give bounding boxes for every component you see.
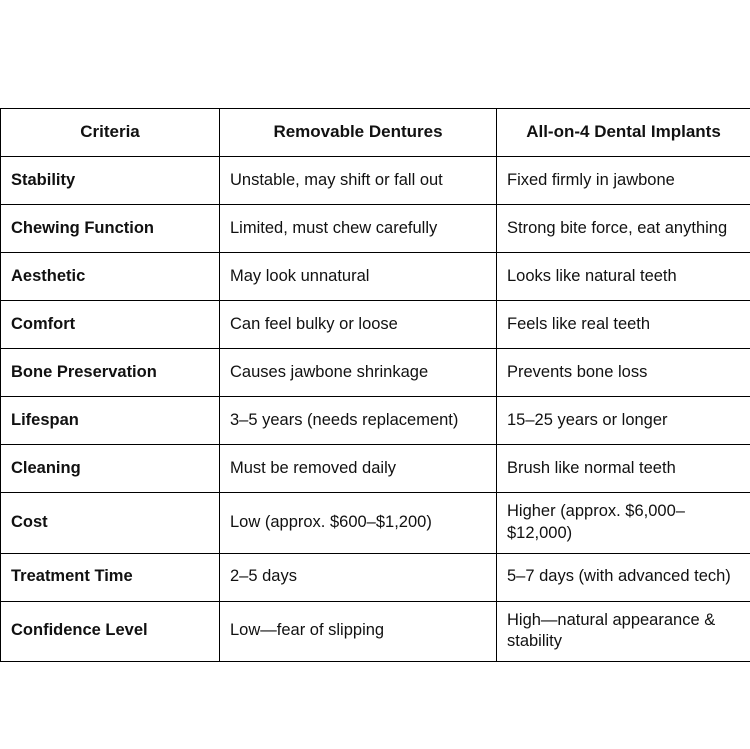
row-dentures-stability: Unstable, may shift or fall out	[220, 157, 497, 205]
row-dentures-chewing-function: Limited, must chew carefully	[220, 205, 497, 253]
row-criteria-comfort: Comfort	[1, 301, 220, 349]
row-criteria-confidence-level: Confidence Level	[1, 601, 220, 662]
table-row	[1, 157, 750, 205]
comparison-table-container	[0, 108, 750, 662]
row-criteria-lifespan: Lifespan	[1, 397, 220, 445]
table-row	[1, 601, 750, 662]
row-implants-aesthetic: Looks like natural teeth	[497, 253, 750, 301]
table-body	[1, 157, 750, 662]
table-header-row	[1, 109, 750, 157]
table-header	[1, 109, 750, 157]
column-header-removable-dentures: Removable Dentures	[220, 109, 497, 157]
column-header-all-on-4-dental-implants: All-on-4 Dental Implants	[497, 109, 750, 157]
row-dentures-treatment-time: 2–5 days	[220, 553, 497, 601]
row-implants-comfort: Feels like real teeth	[497, 301, 750, 349]
comparison-table	[0, 108, 750, 662]
row-implants-cleaning: Brush like normal teeth	[497, 445, 750, 493]
row-criteria-bone-preservation: Bone Preservation	[1, 349, 220, 397]
row-implants-chewing-function: Strong bite force, eat anything	[497, 205, 750, 253]
table-row	[1, 349, 750, 397]
row-dentures-bone-preservation: Causes jawbone shrinkage	[220, 349, 497, 397]
table-row	[1, 553, 750, 601]
row-implants-confidence-level: High—natural appearance & stability	[497, 601, 750, 662]
row-implants-lifespan: 15–25 years or longer	[497, 397, 750, 445]
table-row	[1, 445, 750, 493]
row-dentures-confidence-level: Low—fear of slipping	[220, 601, 497, 662]
row-criteria-aesthetic: Aesthetic	[1, 253, 220, 301]
row-implants-stability: Fixed firmly in jawbone	[497, 157, 750, 205]
row-dentures-comfort: Can feel bulky or loose	[220, 301, 497, 349]
row-dentures-cleaning: Must be removed daily	[220, 445, 497, 493]
column-header-criteria: Criteria	[1, 109, 220, 157]
row-criteria-cost: Cost	[1, 493, 220, 554]
row-criteria-treatment-time: Treatment Time	[1, 553, 220, 601]
row-criteria-cleaning: Cleaning	[1, 445, 220, 493]
table-row	[1, 253, 750, 301]
row-implants-cost: Higher (approx. $6,000–$12,000)	[497, 493, 750, 554]
table-row	[1, 397, 750, 445]
row-dentures-aesthetic: May look unnatural	[220, 253, 497, 301]
row-dentures-lifespan: 3–5 years (needs replacement)	[220, 397, 497, 445]
table-row	[1, 205, 750, 253]
row-implants-treatment-time: 5–7 days (with advanced tech)	[497, 553, 750, 601]
row-criteria-chewing-function: Chewing Function	[1, 205, 220, 253]
row-dentures-cost: Low (approx. $600–$1,200)	[220, 493, 497, 554]
table-row	[1, 301, 750, 349]
row-criteria-stability: Stability	[1, 157, 220, 205]
row-implants-bone-preservation: Prevents bone loss	[497, 349, 750, 397]
table-row	[1, 493, 750, 554]
